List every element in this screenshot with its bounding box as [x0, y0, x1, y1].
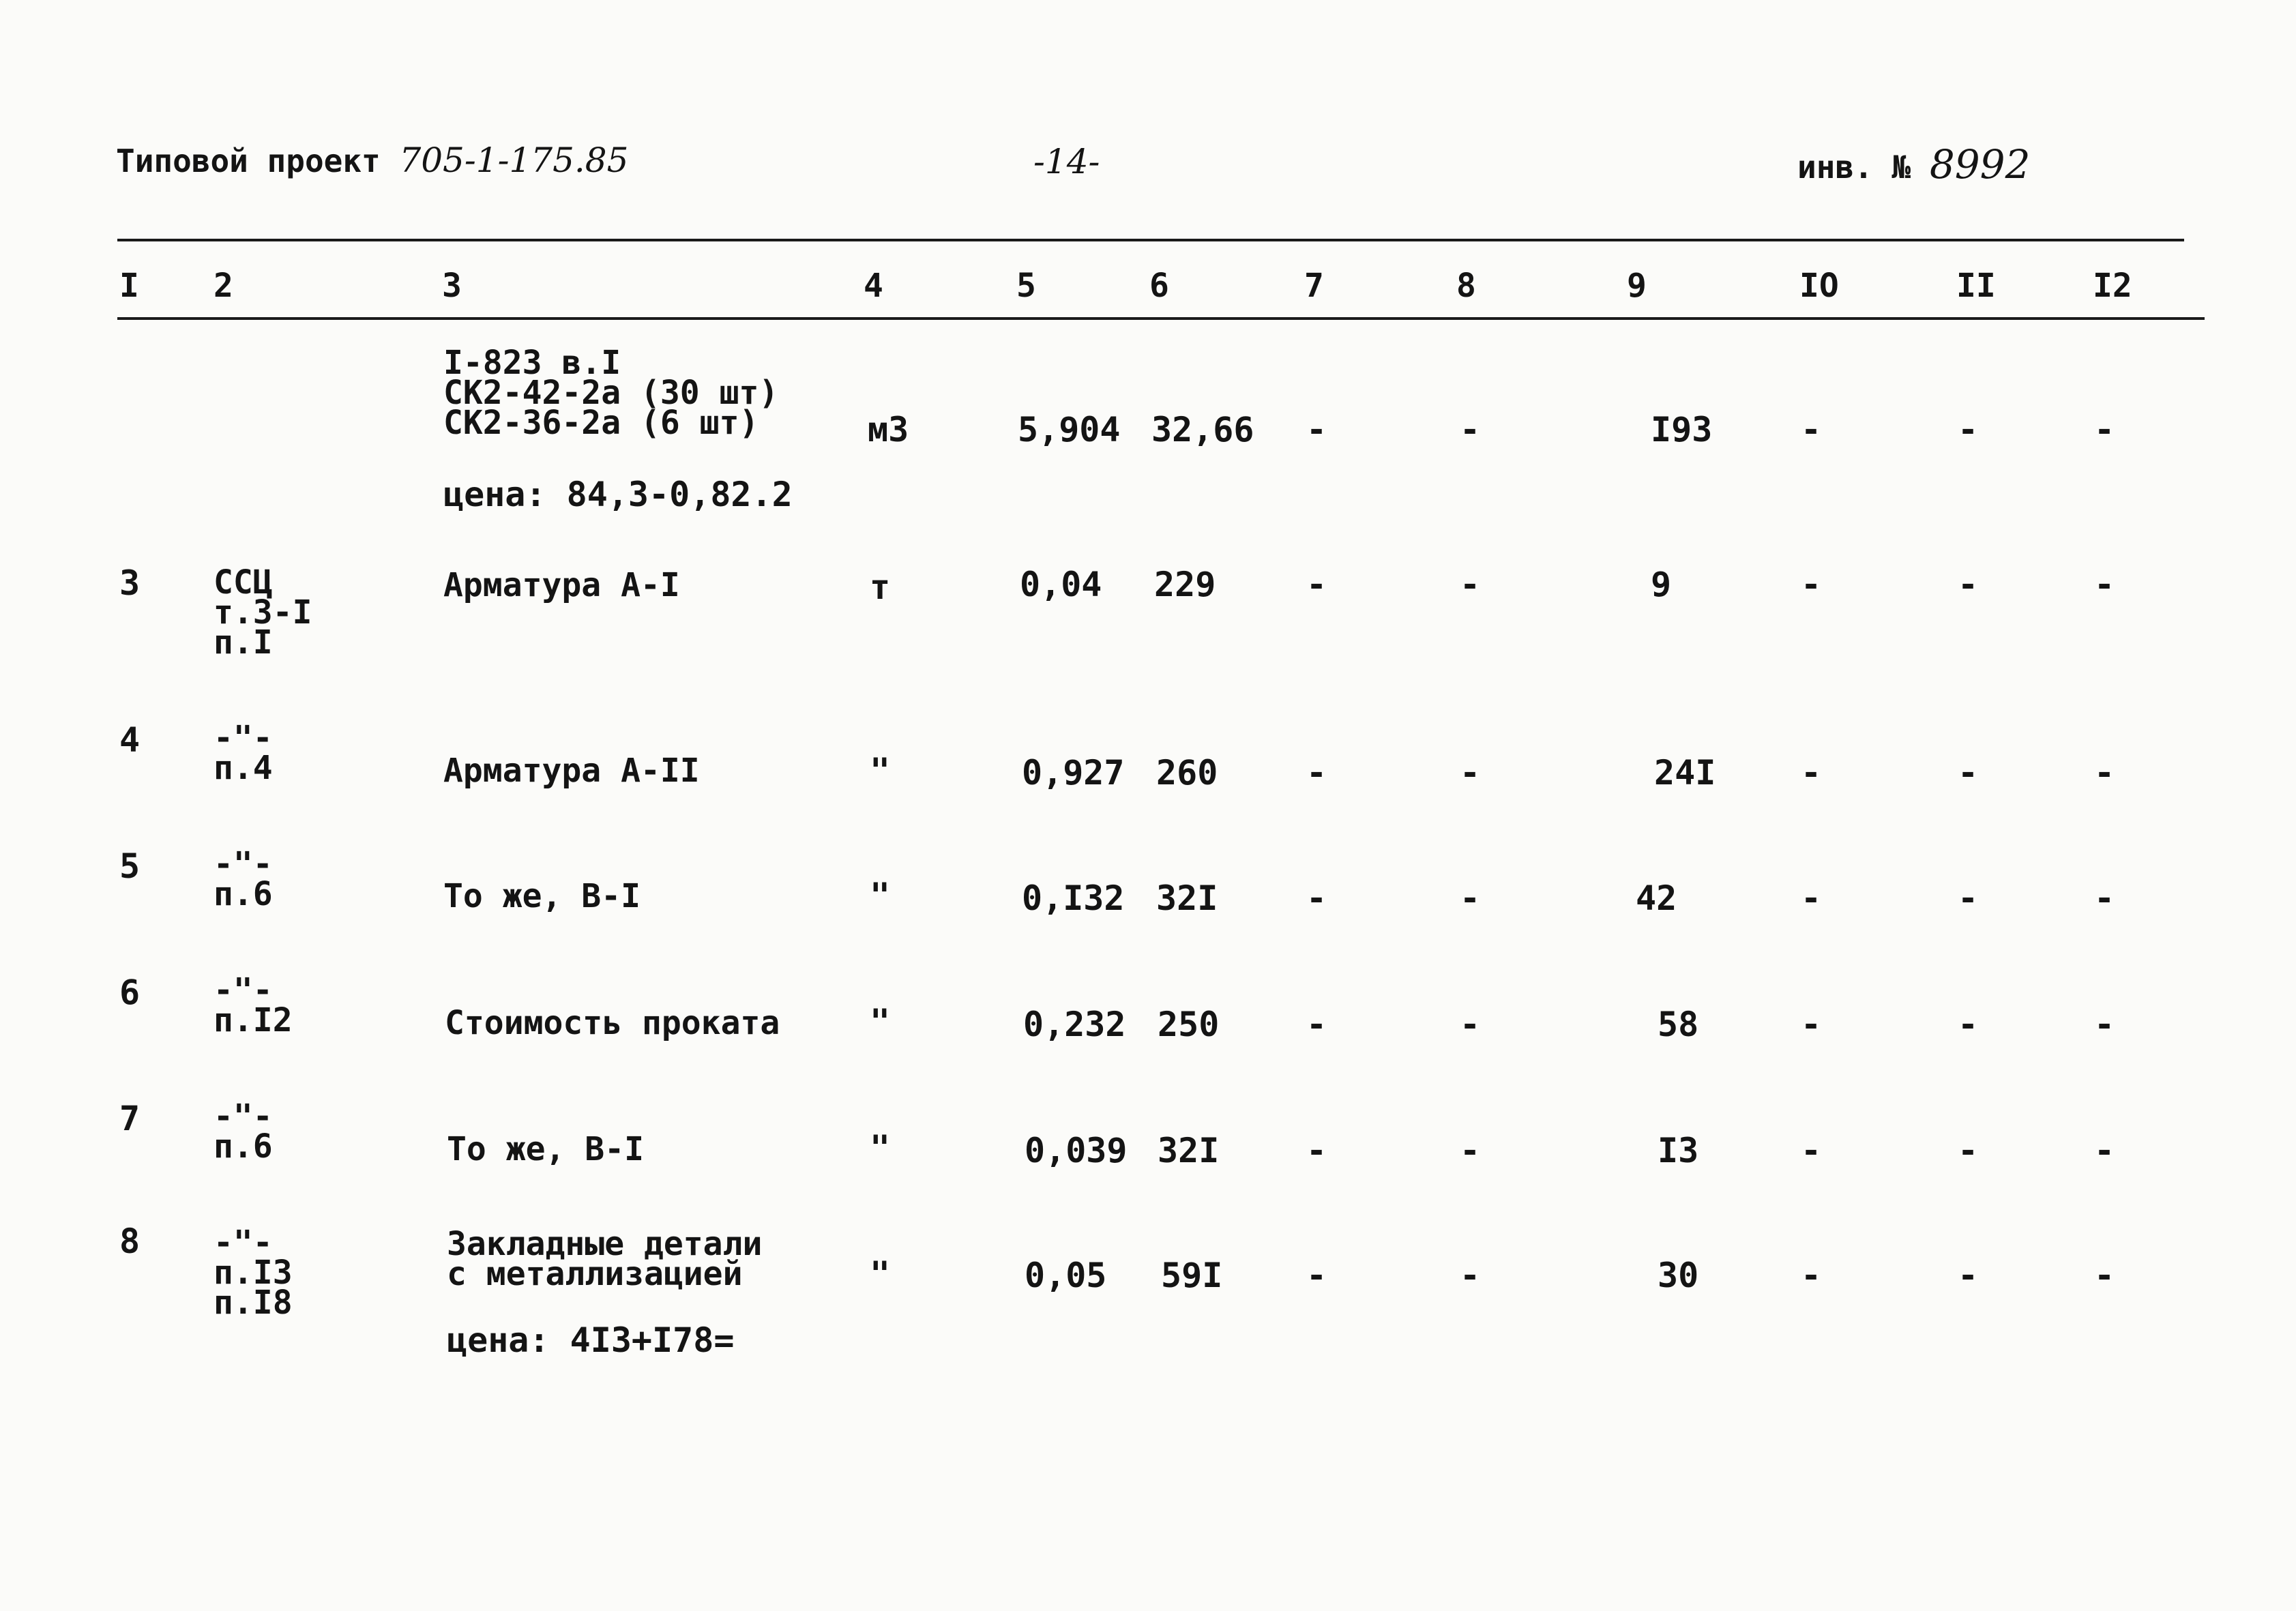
row-number: 4	[119, 720, 141, 760]
price-cell: 59I	[1161, 1256, 1223, 1295]
quantity-cell: 0,05	[1025, 1256, 1107, 1295]
project-code: 705-1-175.85	[399, 141, 629, 180]
reference-cell	[214, 845, 273, 913]
column-number: 3	[442, 267, 462, 305]
col12-cell: -	[2094, 753, 2115, 793]
col9-cell: 30	[1658, 1256, 1699, 1295]
project-label-prefix: Типовой проект	[116, 143, 381, 179]
col9-cell: I93	[1651, 410, 1713, 449]
col10-cell: -	[1801, 410, 1822, 449]
item-name-line: I-823 в.I	[443, 344, 621, 382]
reference-line: -"-	[214, 971, 273, 1009]
col12-cell: -	[2094, 410, 2115, 449]
reference-line: п.I3	[214, 1254, 293, 1292]
page-number: -14-	[1033, 142, 1100, 181]
item-name-line: Закладные детали	[447, 1225, 763, 1263]
reference-line: п.I	[214, 623, 273, 662]
reference-line: -"-	[214, 1097, 273, 1136]
col12-cell: -	[2094, 565, 2115, 604]
column-number: 2	[214, 267, 233, 305]
col10-cell: -	[1801, 565, 1822, 604]
item-name-line: То же, В-I	[447, 1130, 644, 1168]
col7-cell: -	[1306, 1005, 1327, 1044]
row-number: 3	[119, 563, 141, 603]
item-name	[443, 566, 680, 604]
col12-cell: -	[2094, 1256, 2115, 1295]
price-cell: 32I	[1158, 1131, 1220, 1170]
col11-cell: -	[1958, 878, 1979, 918]
reference-line: т.3-I	[214, 593, 312, 632]
reference-cell	[214, 971, 293, 1039]
col10-cell: -	[1801, 878, 1822, 918]
quantity-cell: 0,232	[1023, 1005, 1126, 1044]
row-number: 7	[119, 1099, 141, 1138]
item-name-line: СК2-36-2а (6 шт)	[443, 404, 759, 442]
header-project-label	[116, 141, 629, 180]
col11-cell: -	[1958, 1131, 1979, 1170]
col10-cell: -	[1801, 1005, 1822, 1044]
col7-cell: -	[1306, 565, 1327, 604]
column-number: II	[1956, 267, 1996, 305]
column-number: 4	[864, 267, 883, 305]
reference-cell	[214, 719, 273, 787]
item-name	[443, 344, 779, 442]
reference-line: -"-	[214, 719, 273, 757]
col10-cell: -	[1801, 1256, 1822, 1295]
price-cell: 32I	[1156, 878, 1218, 918]
item-name-line: СК2-42-2а (30 шт)	[443, 374, 779, 412]
reference-line: -"-	[214, 1224, 273, 1262]
reference-line: п.6	[214, 1127, 273, 1166]
unit-cell: "	[870, 1128, 891, 1168]
column-number: 9	[1627, 267, 1647, 305]
unit-cell: "	[870, 1002, 891, 1041]
item-name-line: Стоимость проката	[445, 1004, 780, 1042]
row-number: 8	[119, 1222, 141, 1261]
column-number: I2	[2093, 267, 2132, 305]
item-name	[447, 1130, 644, 1168]
col8-cell: -	[1460, 1005, 1481, 1044]
col8-cell: -	[1460, 878, 1481, 918]
reference-cell	[214, 1097, 273, 1166]
col11-cell: -	[1958, 410, 1979, 449]
inv-label: инв. №	[1797, 149, 1911, 186]
unit-cell: "	[870, 1254, 891, 1294]
price-cell: 260	[1156, 753, 1218, 793]
unit-cell: "	[870, 876, 891, 915]
col7-cell: -	[1306, 878, 1327, 918]
column-number: 5	[1016, 267, 1036, 305]
price-cell: 250	[1158, 1005, 1220, 1044]
col7-cell: -	[1306, 1256, 1327, 1295]
reference-line: п.4	[214, 749, 273, 787]
price-cell: 229	[1154, 565, 1216, 604]
unit-cell: м3	[868, 410, 909, 449]
item-name	[447, 1225, 763, 1293]
col9-cell: 58	[1658, 1005, 1699, 1044]
col8-cell: -	[1460, 753, 1481, 793]
row-number: 6	[119, 973, 141, 1012]
col9-cell: 42	[1636, 878, 1677, 918]
col11-cell: -	[1958, 753, 1979, 793]
reference-line: п.6	[214, 875, 273, 913]
item-name	[443, 877, 641, 915]
col7-cell: -	[1306, 753, 1327, 793]
col9-cell: I3	[1658, 1131, 1699, 1170]
item-name-line: с металлизацией	[447, 1255, 743, 1293]
col10-cell: -	[1801, 753, 1822, 793]
col11-cell: -	[1958, 1256, 1979, 1295]
quantity-cell: 5,904	[1018, 410, 1121, 449]
col8-cell: -	[1460, 1131, 1481, 1170]
col9-cell: 24I	[1654, 753, 1716, 793]
col12-cell: -	[2094, 1131, 2115, 1170]
column-number: IO	[1799, 267, 1839, 305]
price-cell: 32,66	[1151, 410, 1254, 449]
item-name-line: То же, В-I	[443, 877, 641, 915]
reference-line: ССЦ	[214, 563, 273, 602]
price-note: цена: 84,3-0,82.2	[443, 475, 793, 514]
item-name	[443, 752, 700, 790]
top-rule	[117, 239, 2184, 241]
col10-cell: -	[1801, 1131, 1822, 1170]
quantity-cell: 0,039	[1025, 1131, 1128, 1170]
col12-cell: -	[2094, 1005, 2115, 1044]
col11-cell: -	[1958, 1005, 1979, 1044]
reference-line: -"-	[214, 845, 273, 883]
reference-line: п.I8	[214, 1284, 293, 1322]
item-name-line: Арматура А-II	[443, 752, 700, 790]
reference-cell	[214, 1224, 293, 1322]
inv-number: 8992	[1929, 141, 2031, 188]
col7-cell: -	[1306, 1131, 1327, 1170]
reference-cell	[214, 563, 312, 662]
reference-line: п.I2	[214, 1001, 293, 1039]
col11-cell: -	[1958, 565, 1979, 604]
col8-cell: -	[1460, 565, 1481, 604]
header-inventory	[1797, 141, 2031, 188]
quantity-cell: 0,04	[1020, 565, 1102, 604]
unit-cell: "	[870, 751, 891, 790]
quantity-cell: 0,I32	[1022, 878, 1125, 918]
col12-cell: -	[2094, 878, 2115, 918]
col7-cell: -	[1306, 410, 1327, 449]
header-bottom-rule	[117, 317, 2205, 320]
quantity-cell: 0,927	[1022, 753, 1125, 793]
column-number: 7	[1304, 267, 1324, 305]
column-number: 8	[1456, 267, 1476, 305]
item-name	[445, 1004, 780, 1042]
col9-cell: 9	[1651, 565, 1672, 604]
unit-cell: т	[870, 567, 891, 607]
column-number: I	[119, 267, 139, 305]
item-name-line: Арматура А-I	[443, 566, 680, 604]
column-number: 6	[1149, 267, 1169, 305]
price-note: цена: 4I3+I78=	[447, 1320, 735, 1360]
col8-cell: -	[1460, 410, 1481, 449]
col8-cell: -	[1460, 1256, 1481, 1295]
row-number: 5	[119, 846, 141, 886]
